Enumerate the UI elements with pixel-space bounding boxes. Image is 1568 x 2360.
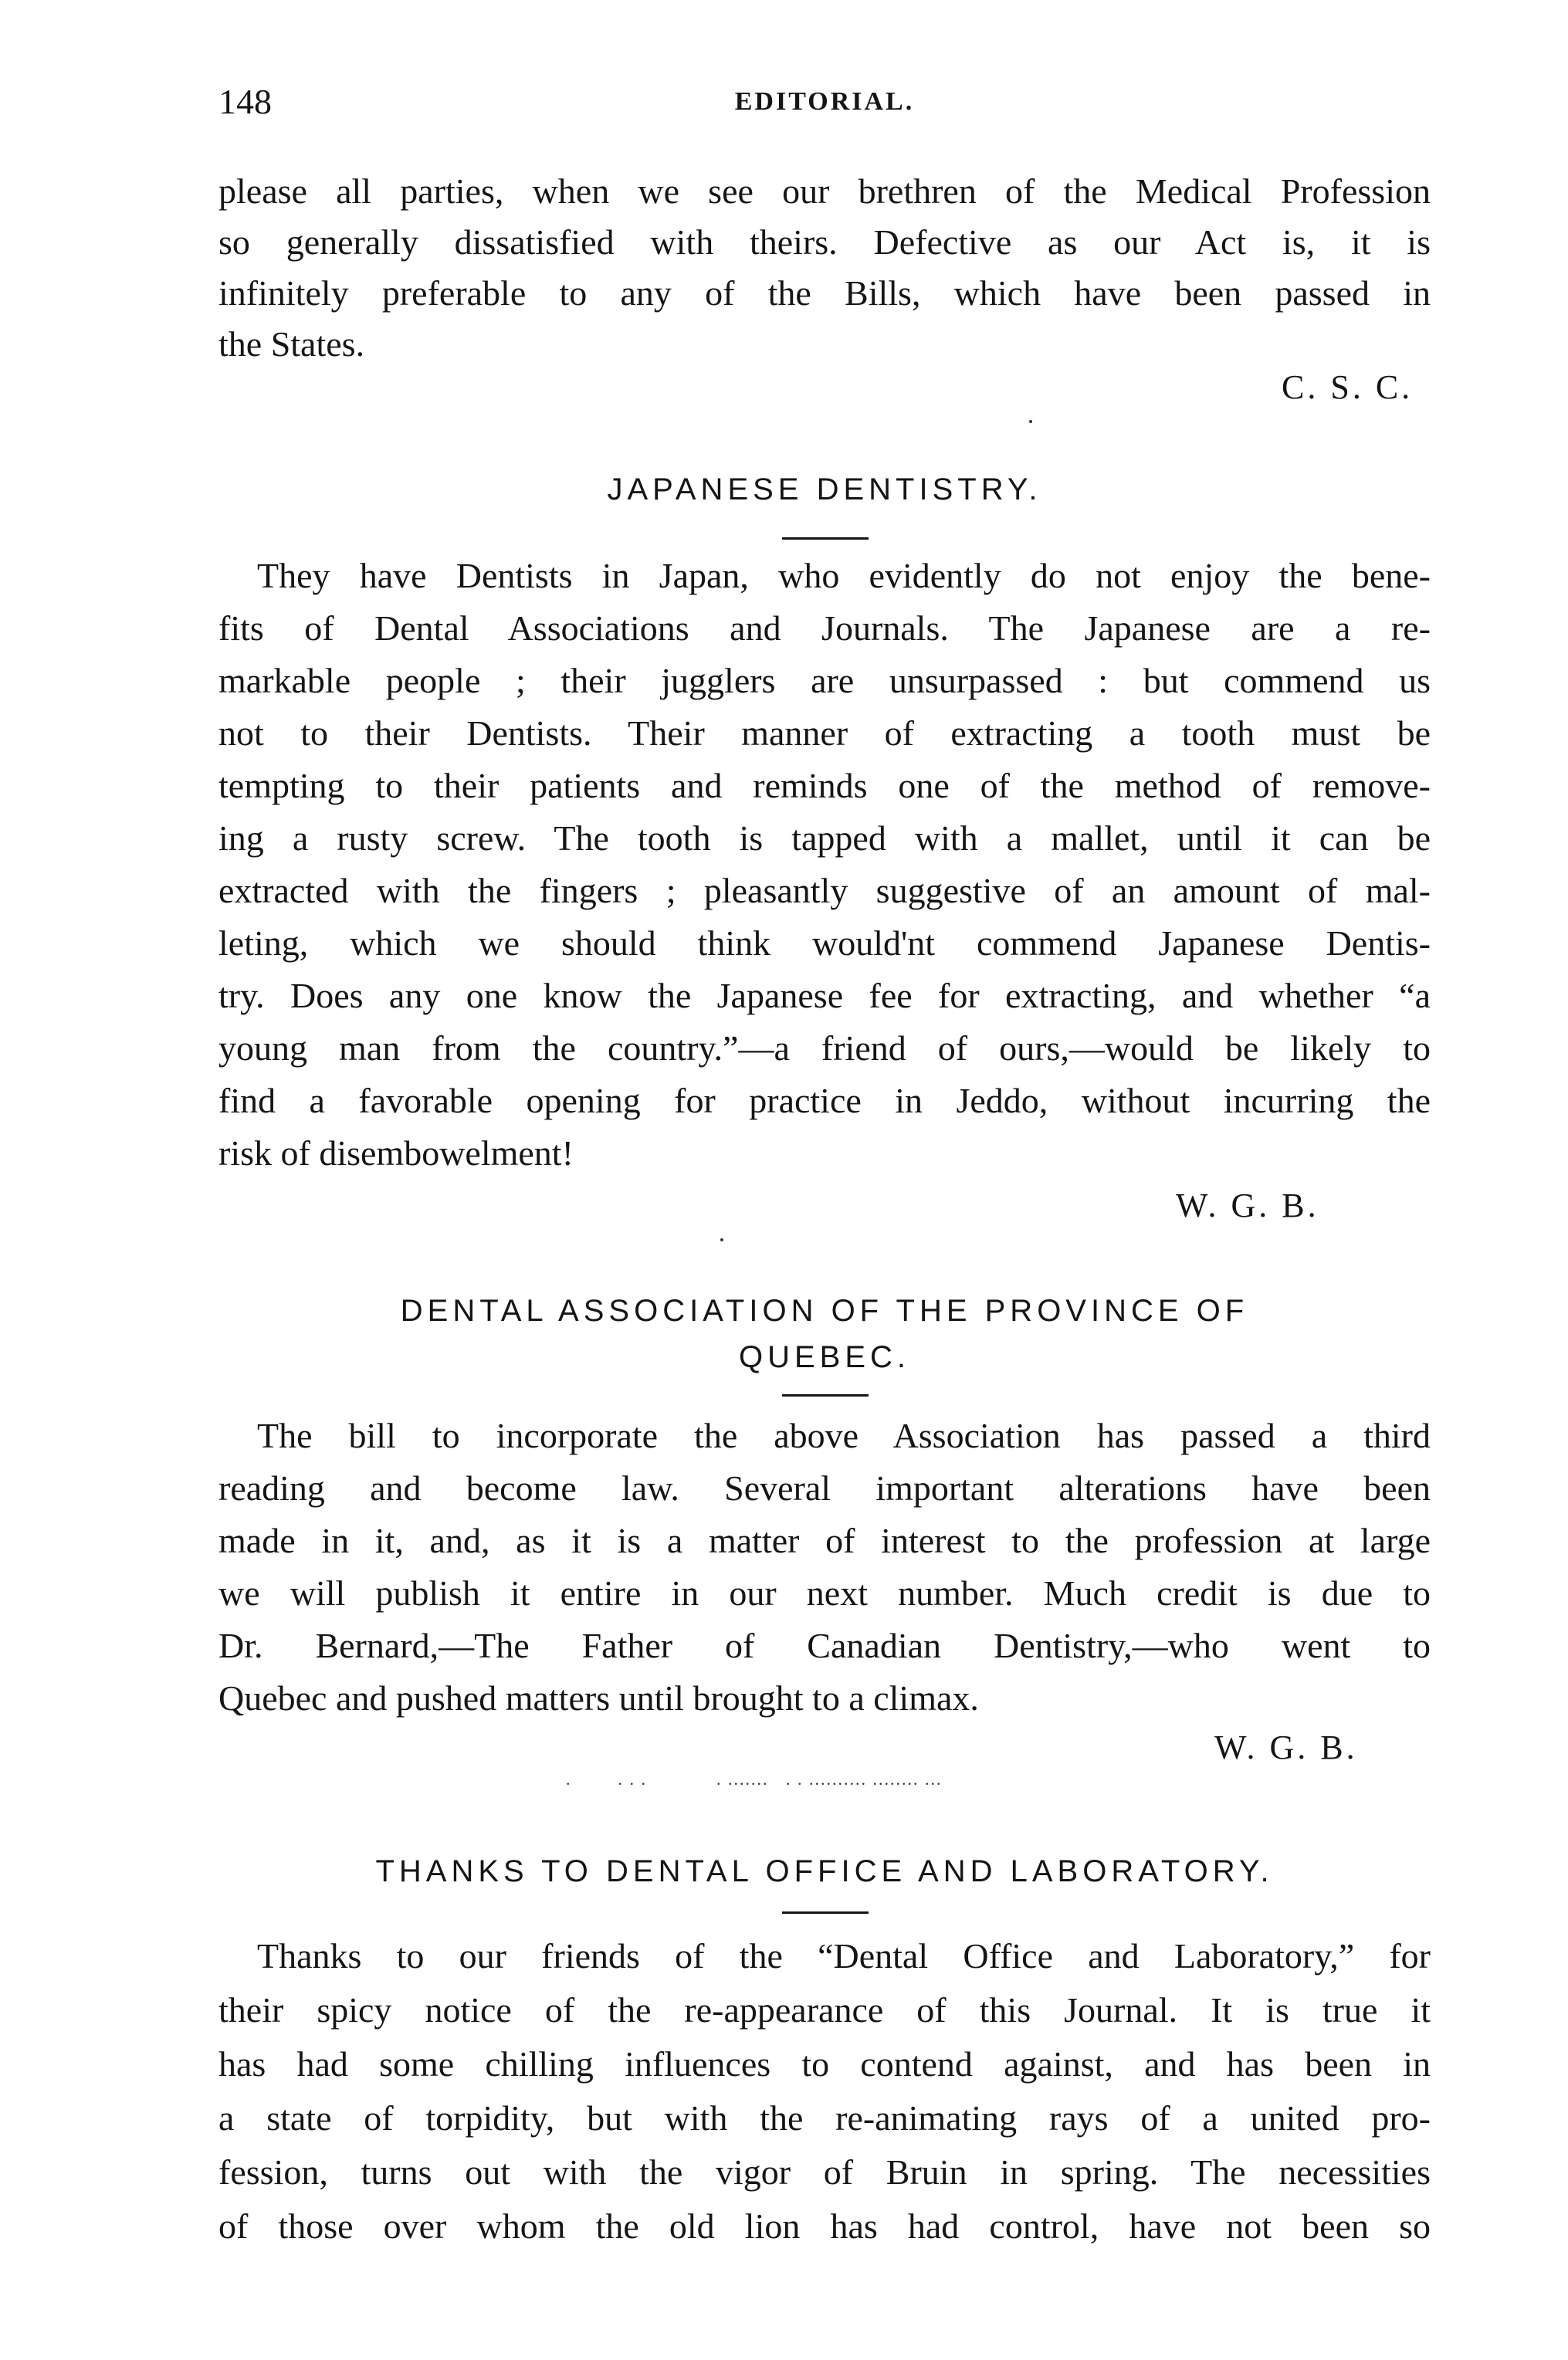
section-heading: DENTAL ASSOCIATION OF THE PROVINCE OF <box>400 1294 1249 1328</box>
body-line: fits of Dental Associations and Journals. The Japanese are a re- <box>218 608 1431 648</box>
section-heading: THANKS TO DENTAL OFFICE AND LABORATORY. <box>375 1854 1274 1888</box>
body-line: ing a rusty screw. The tooth is tapped with a mallet, until it can be <box>218 818 1431 858</box>
body-line: a state of torpidity, but with the re-animating rays of a united pro- <box>218 2098 1431 2138</box>
body-line: young man from the country.”—a friend of ours,—would be likely to <box>218 1028 1431 1068</box>
page-number: 148 <box>218 82 272 121</box>
separator-dots: . . . . . ....... . . .......... ........ ... <box>566 1769 943 1789</box>
body-line: tempting to their patients and reminds one of the method of remove- <box>218 766 1431 805</box>
body-line: fession, turns out with the vigor of Bruin in spring. The necessities <box>218 2152 1431 2192</box>
page-header <box>218 79 1431 125</box>
signature: W. G. B. <box>1176 1187 1319 1224</box>
body-line: find a favorable opening for practice in Jeddo, without incurring the <box>218 1081 1431 1120</box>
body-line: made in it, and, as it is a matter of interest to the profession at large <box>218 1521 1431 1560</box>
body-line: extracted with the fingers ; pleasantly suggestive of an amount of mal- <box>218 871 1431 910</box>
body-line: we will publish it entire in our next number. Much credit is due to <box>218 1573 1431 1613</box>
body-line: reading and become law. Several important alterations have been <box>218 1468 1431 1508</box>
body-line: try. Does any one know the Japanese fee for extracting, and whether “a <box>218 976 1431 1015</box>
body-line: their spicy notice of the re-appearance of this Journal. It is true it <box>218 1990 1431 2030</box>
body-line: Quebec and pushed matters until brought to a climax. <box>218 1678 979 1718</box>
body-line: Thanks to our friends of the “Dental Office and Laboratory,” for <box>257 1936 1431 1976</box>
body-line: of those over whom the old lion has had control, have not been so <box>218 2206 1431 2246</box>
body-line: the States. <box>218 324 365 364</box>
stray-dot <box>720 1238 723 1241</box>
body-line: not to their Dentists. Their manner of extracting a tooth must be <box>218 713 1431 753</box>
heading-rule <box>782 1911 869 1914</box>
stray-dot <box>1029 420 1032 423</box>
body-line: Dr. Bernard,—The Father of Canadian Dentistry,—who went to <box>218 1626 1431 1665</box>
heading-rule <box>782 1394 869 1397</box>
body-line: They have Dentists in Japan, who evidently do not enjoy the bene- <box>257 556 1431 595</box>
heading-rule <box>782 537 869 540</box>
body-line: leting, which we should think would'nt commend Japanese Dentis- <box>218 923 1431 963</box>
section-heading: JAPANESE DENTISTRY. <box>607 472 1042 506</box>
signature: W. G. B. <box>1214 1729 1358 1766</box>
body-line: markable people ; their jugglers are unsurpassed : but commend us <box>218 661 1431 700</box>
running-head: EDITORIAL. <box>734 87 915 116</box>
body-line: has had some chilling influences to contend against, and has been in <box>218 2044 1431 2084</box>
body-line: The bill to incorporate the above Association has passed a third <box>257 1416 1431 1455</box>
body-line: please all parties, when we see our brethren of the Medical Profession <box>218 171 1431 211</box>
signature: C. S. C. <box>1282 368 1414 406</box>
body-line: risk of disembowelment! <box>218 1133 574 1173</box>
body-line: so generally dissatisfied with theirs. Defective as our Act is, it is <box>218 222 1431 262</box>
section-heading: QUEBEC. <box>738 1340 911 1374</box>
body-line: infinitely preferable to any of the Bills, which have been passed in <box>218 273 1431 313</box>
